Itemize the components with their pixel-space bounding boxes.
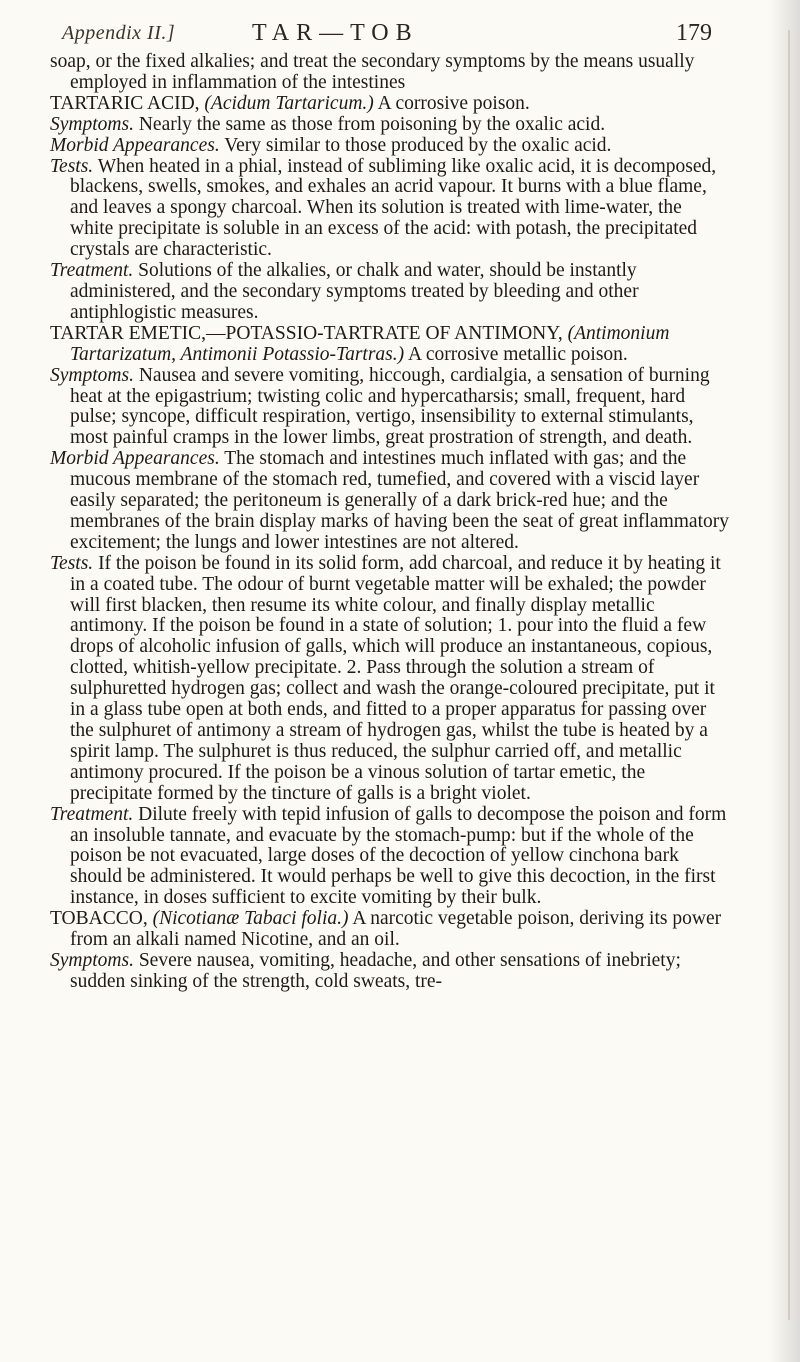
symptoms-paragraph: Symptoms. Nausea and severe vomiting, hiccough, cardialgia, a sensation of burning heat at the epigastrium; twisting colic and hypercatharsis; small, frequent, hard pulse; syncope, difficult respiration, vertigo, insensibility to external stimulants, most painful cramps in the lower limbs, great prostration of strength, and death. (50, 364, 710, 449)
treatment-paragraph: Treatment. Solutions of the alkalies, or chalk and water, should be instantly administered, and the secondary symptoms treated by bleeding and other antiphlogistic measures. (50, 260, 639, 323)
guide-words: TAR—TOB (252, 20, 419, 46)
paragraph-label: Tests. (50, 155, 94, 177)
paragraph-label: Symptoms. (50, 949, 134, 971)
entry-tartaric-acid: TARTARIC ACID, (Acidum Tartaricum.) A corrosive poison. (50, 92, 530, 114)
entry-heading: TARTAR EMETIC,—POTASSIO-TARTRATE OF ANTIMONY, (50, 322, 563, 344)
latin-name: (Acidum Tartaricum.) (204, 92, 374, 114)
tests-paragraph: Tests. If the poison be found in its solid form, add charcoal, and reduce it by heating it in a coated tube. The odour of burnt vegetable matter will be exhaled; the powder will first blacken, then resume its white colour, and finally display metallic antimony. If the poison be found in a state of solution; 1. pour into the fluid a few drops of alcoholic infusion of galls, which will produce an instantaneous, copious, clotted, whitish-yellow precipitate. 2. Pass through the solution a stream of sulphuretted hydrogen gas; collect and wash the orange-coloured precipitate, put it in a glass tube open at both ends, and fitted to a proper apparatus for passing over the sulphuret of antimony a stream of hydrogen gas, whilst the tube is heated by a spirit lamp. The sulphuret is thus reduced, the sulphur carried off, and metallic antimony procured. If the poison be a vinous solution of tartar emetic, the precipitate formed by the tincture of galls is a bright violet. (50, 552, 721, 804)
latin-name: (Antimonium Tartarizatum, Antimonii Potassio-Tartras.) (70, 322, 670, 365)
morbid-appearances-paragraph: Morbid Appearances. The stomach and intestines much inflated with gas; and the mucous membrane of the stomach red, tumefied, and covered with a viscid layer easily separated; the peritoneum is generally of a dark brick-red hue; and the membranes of the brain display marks of having been the seat of great inflammatory excitement; the lungs and lower intestines are not altered. (50, 448, 729, 553)
paragraph-label: Symptoms. (50, 364, 134, 386)
paragraph-label: Tests. (50, 552, 94, 574)
binding-edge-shadow (770, 0, 800, 1362)
treatment-paragraph: Treatment. Dilute freely with tepid infusion of galls to decompose the poison and form an insoluble tannate, and evacuate by the stomach-pump: but if the whole of the poison be not evacuated, large doses of the decoction of yellow cinchona bark should be administered. It would perhaps be well to give this decoction, in the first instance, in doses sufficient to excite vomiting by their bulk. (50, 803, 727, 909)
entry-heading: TOBACCO, (50, 908, 148, 930)
paragraph-label: Treatment. (50, 260, 134, 282)
running-header (62, 20, 712, 50)
paragraph-label: Morbid Appearances. (50, 134, 220, 156)
section-reference: Appendix II.] (62, 22, 176, 44)
paragraph-label: Symptoms. (50, 113, 134, 135)
morbid-appearances-paragraph: Morbid Appearances. Very similar to those produced by the oxalic acid. (50, 134, 612, 156)
continuation-paragraph: soap, or the fixed alkalies; and treat the secondary symptoms by the means usually employed in inflammation of the intestines (50, 51, 695, 93)
entry-tartar-emetic: TARTAR EMETIC,—POTASSIO-TARTRATE OF ANTIMONY, (Antimonium Tartarizatum, Antimonii Potassio-Tartras.) A corrosive metallic poison. (50, 322, 670, 365)
symptoms-paragraph: Symptoms. Severe nausea, vomiting, headache, and other sensations of inebriety; sudden sinking of the strength, cold sweats, tre- (50, 949, 681, 992)
symptoms-paragraph: Symptoms. Nearly the same as those from poisoning by the oxalic acid. (50, 113, 606, 135)
entry-tobacco: TOBACCO, (Nicotianæ Tabaci folia.) A narcotic vegetable poison, deriving its power from an alkali named Nicotine, and an oil. (50, 908, 722, 951)
page-number: 179 (676, 20, 712, 46)
latin-name: (Nicotianæ Tabaci folia.) (152, 908, 349, 930)
paragraph-label: Morbid Appearances. (50, 448, 220, 470)
entry-heading: TARTARIC ACID, (50, 92, 200, 114)
tests-paragraph: Tests. When heated in a phial, instead of subliming like oxalic acid, it is decomposed, blackens, swells, smokes, and exhales an acrid vapour. It burns with a blue flame, and leaves a spongy charcoal. When its solution is treated with lime-water, the white precipitate is soluble in an excess of the acid: with potash, the precipitated crystals are characteristic. (50, 155, 717, 261)
page-body (50, 52, 730, 993)
paragraph-label: Treatment. (50, 803, 134, 825)
page-edge-line (788, 30, 790, 1320)
